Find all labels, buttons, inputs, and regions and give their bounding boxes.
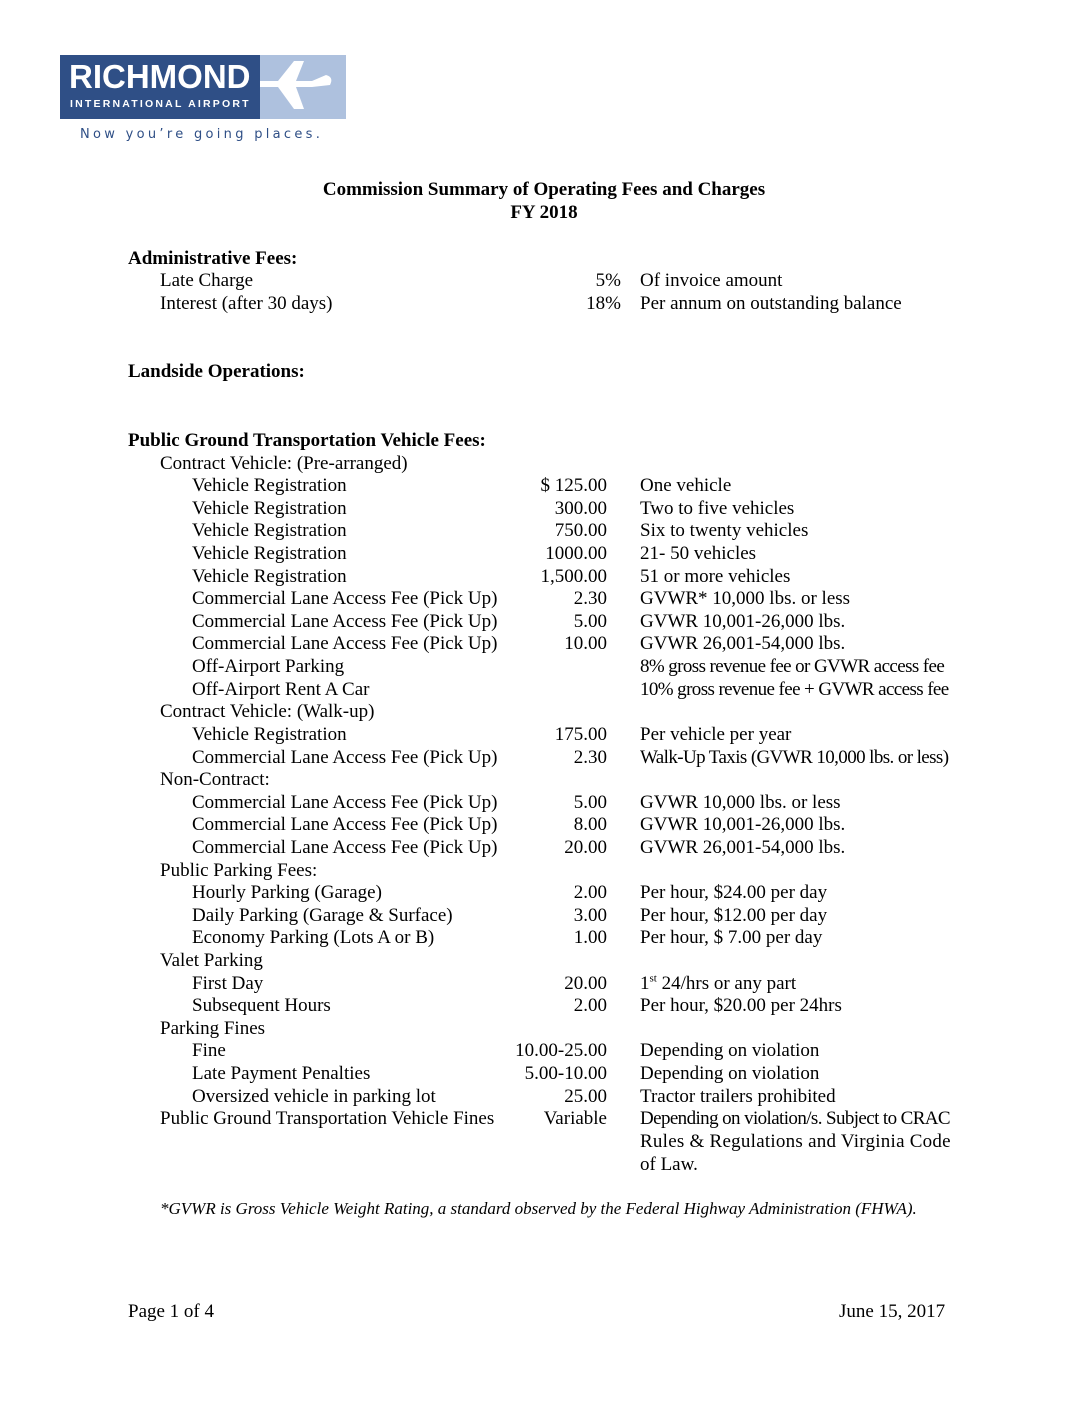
fee-row-amount: 2.00 [573,995,607,1016]
fee-row-amount: 2.30 [573,747,607,768]
fee-row-label: Off-Airport Rent A Car [192,679,370,700]
fee-row-desc: GVWR 10,000 lbs. or less [640,792,841,813]
fee-row-amount: 10.00 [564,633,607,654]
fee-row-amount: 1,500.00 [540,566,607,587]
document-title: Commission Summary of Operating Fees and Charges [322,179,766,200]
gvwr-footnote: *GVWR is Gross Vehicle Weight Rating, a standard observed by the Federal Highway Administration (FHWA). [160,1199,917,1218]
fee-row-label: Late Payment Penalties [192,1063,371,1084]
fee-row-label: Commercial Lane Access Fee (Pick Up) [192,792,498,813]
fee-row-amount: 300.00 [554,498,607,519]
logo-main-text: RICHMOND [69,58,251,95]
fee-row-desc: Tractor trailers prohibited [640,1086,836,1107]
logo-banner [60,55,346,119]
fee-row-desc: GVWR 10,001-26,000 lbs. [640,611,846,632]
desc-ordinal: st [649,972,657,985]
fee-row-label: Fine [192,1040,226,1061]
document-subtitle: FY 2018 [510,202,578,223]
logo-tagline: Now you’re going places. [80,127,324,142]
airport-logo [60,55,350,142]
fee-row-amount: 3.00 [573,905,607,926]
landside-heading: Landside Operations: [128,361,305,382]
fee-row-amount: 750.00 [554,520,607,541]
fee-row-desc: Per hour, $ 7.00 per day [640,927,823,948]
fee-row-desc: Rules & Regulations and Virginia Code [640,1131,951,1152]
plane-icon [260,55,346,119]
fee-row-label: Off-Airport Parking [192,656,345,677]
fee-row-amount: 5.00 [573,611,607,632]
fee-row-desc: 21- 50 vehicles [640,543,757,564]
fee-row-desc: Two to five vehicles [640,498,795,519]
section-label-walkup: Contract Vehicle: (Walk-up) [160,701,375,722]
fee-row-desc: Depending on violation [640,1040,820,1061]
fee-row-label: Commercial Lane Access Fee (Pick Up) [192,611,498,632]
fee-row-desc: Per hour, $20.00 per 24hrs [640,995,842,1016]
fee-row-label: Vehicle Registration [192,520,347,541]
fee-row-amount: $ 125.00 [540,475,607,496]
fee-row-desc: GVWR* 10,000 lbs. or less [640,588,851,609]
fee-row-amount: Variable [543,1108,607,1129]
fee-row-amount: 1000.00 [545,543,607,564]
fee-row-label: Daily Parking (Garage & Surface) [192,905,453,926]
section-label-noncontract: Non-Contract: [160,769,270,790]
fee-row-desc: GVWR 26,001-54,000 lbs. [640,633,846,654]
fee-row-amount: 20.00 [564,973,607,994]
admin-row-desc: Of invoice amount [640,270,783,291]
fee-row-label: Commercial Lane Access Fee (Pick Up) [192,814,498,835]
fee-row-label: Vehicle Registration [192,475,347,496]
admin-row-amount: 18% [586,293,621,314]
fee-row-desc: 51 or more vehicles [640,566,791,587]
admin-heading: Administrative Fees: [128,248,298,269]
fee-row-amount: 10.00-25.00 [515,1040,607,1061]
fee-row-label: Vehicle Registration [192,724,347,745]
fee-row-desc: Per vehicle per year [640,724,792,745]
page-number: Page 1 of 4 [128,1301,215,1322]
fee-row-desc: Six to twenty vehicles [640,520,809,541]
admin-row-desc: Per annum on outstanding balance [640,293,902,314]
fee-row-label: Oversized vehicle in parking lot [192,1086,436,1107]
fee-row-amount: 8.00 [573,814,607,835]
fee-row-desc: 8% gross revenue fee or GVWR access fee [640,656,945,677]
section-label-public-parking: Public Parking Fees: [160,860,318,881]
fee-row-amount: 2.30 [573,588,607,609]
fee-row-amount: 2.00 [573,882,607,903]
fee-row-amount: 1.00 [573,927,607,948]
fee-row-label: Public Ground Transportation Vehicle Fines [160,1108,495,1129]
fee-row-amount: 175.00 [554,724,607,745]
fee-row-amount: 20.00 [564,837,607,858]
fee-row-label: Vehicle Registration [192,543,347,564]
fee-row-desc: of Law. [640,1154,698,1175]
desc-text: 24/hrs or any part [656,973,797,994]
fee-row-label: Commercial Lane Access Fee (Pick Up) [192,588,498,609]
fee-row-desc: Per hour, $12.00 per day [640,905,828,926]
pgt-heading: Public Ground Transportation Vehicle Fees: [128,430,486,451]
fee-row-amount: 5.00 [573,792,607,813]
fee-row-label: Commercial Lane Access Fee (Pick Up) [192,633,498,654]
fee-row-desc: 10% gross revenue fee + GVWR access fee [640,679,949,700]
fee-row-label: Hourly Parking (Garage) [192,882,382,903]
fee-row-label: Vehicle Registration [192,566,347,587]
fee-row-label: Subsequent Hours [192,995,331,1016]
fee-row-desc: Walk-Up Taxis (GVWR 10,000 lbs. or less) [640,747,949,768]
fee-row-desc: One vehicle [640,475,732,496]
fee-row-desc: Per hour, $24.00 per day [640,882,828,903]
fee-row-desc: Depending on violation/s. Subject to CRAC [640,1108,950,1129]
fee-row-desc: Depending on violation [640,1063,820,1084]
desc-number: 1 [640,973,650,994]
document-date: June 15, 2017 [839,1301,946,1322]
admin-row-label: Interest (after 30 days) [160,293,333,314]
fee-row-desc: GVWR 26,001-54,000 lbs. [640,837,846,858]
section-label-prearranged: Contract Vehicle: (Pre-arranged) [160,453,408,474]
section-label-fines: Parking Fines [160,1018,266,1039]
fee-row-desc: GVWR 10,001-26,000 lbs. [640,814,846,835]
admin-row-amount: 5% [595,270,621,291]
fee-row-label: Commercial Lane Access Fee (Pick Up) [192,837,498,858]
fee-row-label: Economy Parking (Lots A or B) [192,927,435,948]
section-label-valet: Valet Parking [160,950,263,971]
fee-row-desc [640,973,796,995]
fee-row-label: Vehicle Registration [192,498,347,519]
fee-row-label: First Day [192,973,264,994]
fee-row-amount: 5.00-10.00 [524,1063,607,1084]
logo-sub-text: INTERNATIONAL AIRPORT [70,98,251,110]
fee-row-label: Commercial Lane Access Fee (Pick Up) [192,747,498,768]
admin-row-label: Late Charge [160,270,254,291]
fee-row-amount: 25.00 [564,1086,607,1107]
